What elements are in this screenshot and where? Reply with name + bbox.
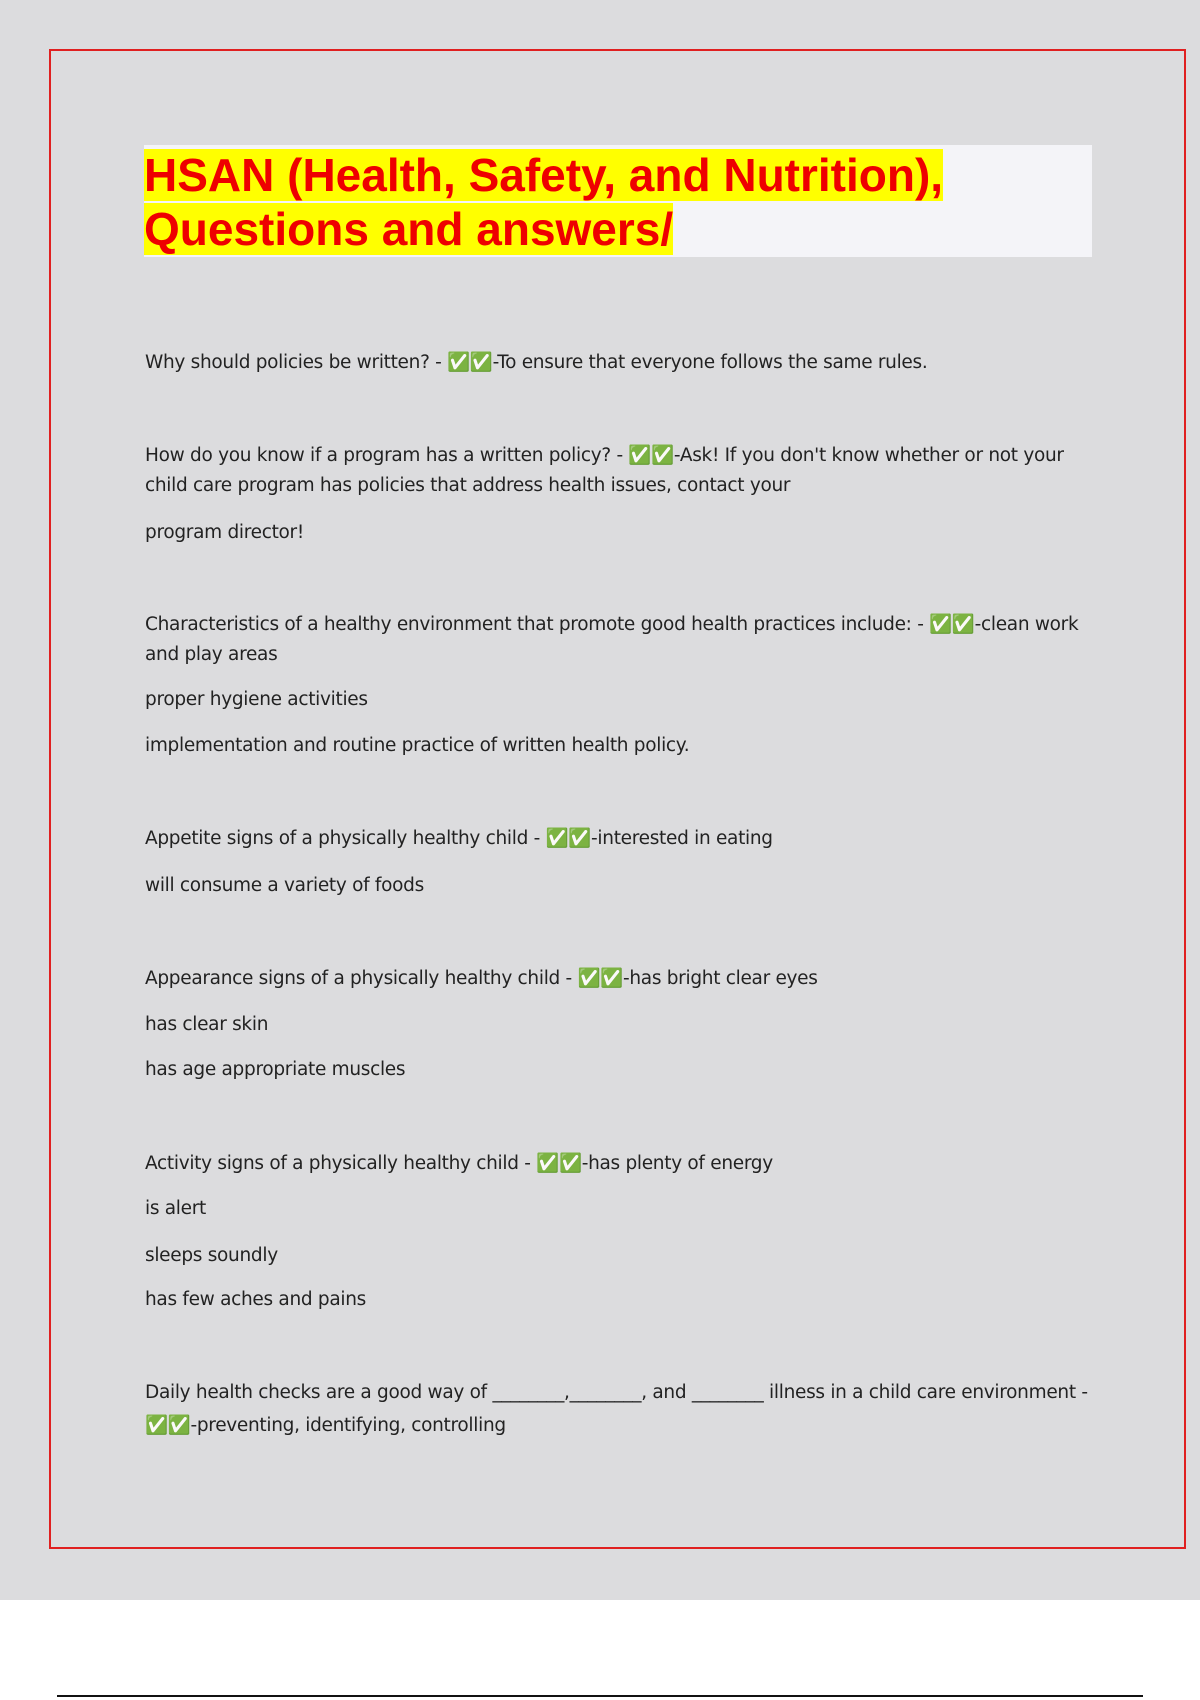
qa-1-line-1: Why should policies be written? - ✅✅-To ensure that everyone follows the same rules. (145, 352, 928, 373)
document-title (144, 148, 1084, 256)
qa-5-line-1: Appearance signs of a physically healthy child - ✅✅-has bright clear eyes (145, 968, 818, 989)
qa-2-line-2: program director! (145, 522, 304, 543)
qa-7-line-1: Daily health checks are a good way of ________,________, and ________ illness in a child care environment - ✅✅-preventing, identifying, controlling (145, 1382, 1088, 1436)
qa-2-line-1: How do you know if a program has a written policy? - ✅✅-Ask! If you don't know whether or not your child care program has policies that address health issues, contact your (145, 445, 1064, 496)
qa-3-line-2: proper hygiene activities (145, 689, 368, 710)
footer-divider (57, 1695, 1143, 1697)
qa-6-line-2: is alert (145, 1198, 206, 1219)
qa-6-line-4: has few aches and pains (145, 1289, 366, 1310)
qa-4-line-2: will consume a variety of foods (145, 875, 424, 896)
qa-6-line-1: Activity signs of a physically healthy child - ✅✅-has plenty of energy (145, 1153, 773, 1174)
qa-6-line-3: sleeps soundly (145, 1245, 278, 1266)
qa-3-line-1: Characteristics of a healthy environment that promote good health practices include: - ✅✅-clean work and play areas (145, 614, 1079, 665)
qa-3-line-3: implementation and routine practice of written health policy. (145, 735, 690, 756)
title-line-1: HSAN (Health, Safety, and Nutrition), (144, 149, 944, 201)
qa-5-line-2: has clear skin (145, 1014, 269, 1035)
page-border (49, 49, 1186, 1549)
title-line-2: Questions and answers/ (144, 203, 674, 255)
qa-5-line-3: has age appropriate muscles (145, 1059, 406, 1080)
qa-4-line-1: Appetite signs of a physically healthy child - ✅✅-interested in eating (145, 828, 773, 849)
